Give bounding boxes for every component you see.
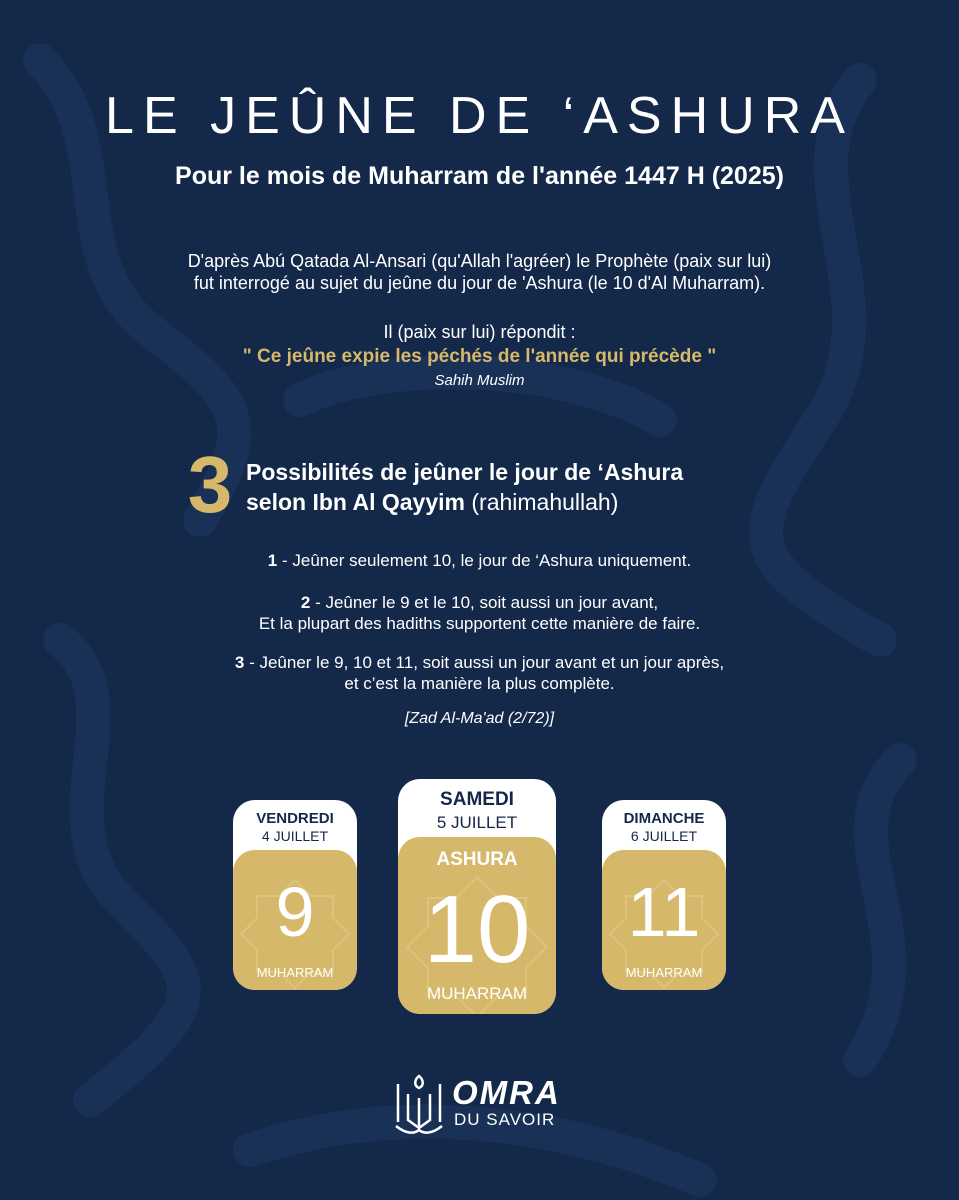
hadith-source: Sahih Muslim	[434, 372, 525, 389]
possibilities-title-line2-bold: selon Ibn Al Qayyim	[246, 489, 465, 515]
option-text: - Jeûner le 9, 10 et 11, soit aussi un jour avant et un jour après,	[249, 653, 725, 672]
card-month: MUHARRAM	[625, 965, 703, 980]
card-month: MUHARRAM	[426, 984, 528, 1003]
option-1	[0, 550, 959, 571]
brand-logo	[392, 1070, 572, 1140]
answer-intro: Il (paix sur lui) répondit :	[383, 322, 576, 342]
option-text: - Jeûner le 9 et le 10, soit aussi un jour avant,	[315, 593, 659, 612]
card-ashura-label: ASHURA	[436, 849, 518, 870]
card-date: 4 JUILLET	[261, 828, 329, 844]
possibilities-title-line2-light: (rahimahullah)	[471, 489, 619, 515]
day-card-sunday	[602, 800, 726, 990]
card-number: 9	[275, 873, 315, 951]
reference: [Zad Al-Ma'ad (2/72)]	[404, 710, 555, 727]
option-text: - Jeûner seulement 10, le jour de ‘Ashura uniquement.	[282, 551, 692, 570]
option-text-line2: Et la plupart des hadiths supportent cette manière de faire.	[258, 614, 701, 633]
page-title: LE JEÛNE DE ‘ASHURA	[105, 87, 854, 145]
possibilities-title-line1: Possibilités de jeûner le jour de ‘Ashura	[246, 459, 684, 485]
card-day: VENDREDI	[256, 810, 334, 827]
card-month: MUHARRAM	[256, 965, 334, 980]
card-date: 6 JUILLET	[630, 828, 698, 844]
possibilities-title	[246, 457, 846, 517]
hadith-intro-line2: fut interrogé au sujet du jeûne du jour de 'Ashura (le 10 d'Al Muharram).	[193, 273, 766, 293]
hadith-intro-line1: D'après Abú Qatada Al-Ansari (qu'Allah l'agréer) le Prophète (paix sur lui)	[187, 251, 772, 271]
page-subtitle: Pour le mois de Muharram de l'année 1447 H (2025)	[175, 162, 784, 190]
logo-text-du-savoir: DU SAVOIR	[454, 1110, 556, 1129]
card-number: 11	[627, 873, 701, 951]
lantern-book-icon	[392, 1070, 446, 1140]
card-day: SAMEDI	[440, 789, 514, 810]
option-text-line2: et c’est la manière la plus complète.	[344, 674, 615, 693]
option-number: 2	[300, 593, 311, 612]
card-gold-panel	[602, 850, 726, 990]
hadith-intro	[60, 250, 899, 294]
card-day: DIMANCHE	[623, 810, 705, 827]
option-number: 3	[234, 653, 245, 672]
card-date: 5 JUILLET	[436, 813, 518, 832]
day-card-saturday	[398, 779, 556, 1014]
possibilities-number: 3	[187, 440, 233, 529]
card-gold-panel	[398, 837, 556, 1014]
day-card-friday	[233, 800, 357, 990]
hadith-quote: " Ce jeûne expie les péchés de l'année qui précède "	[242, 346, 717, 367]
option-2	[0, 592, 959, 634]
option-number: 1	[267, 551, 278, 570]
logo-text-omra: OMRA	[452, 1074, 561, 1111]
option-3	[0, 652, 959, 694]
card-gold-panel	[233, 850, 357, 990]
card-number: 10	[423, 876, 531, 983]
